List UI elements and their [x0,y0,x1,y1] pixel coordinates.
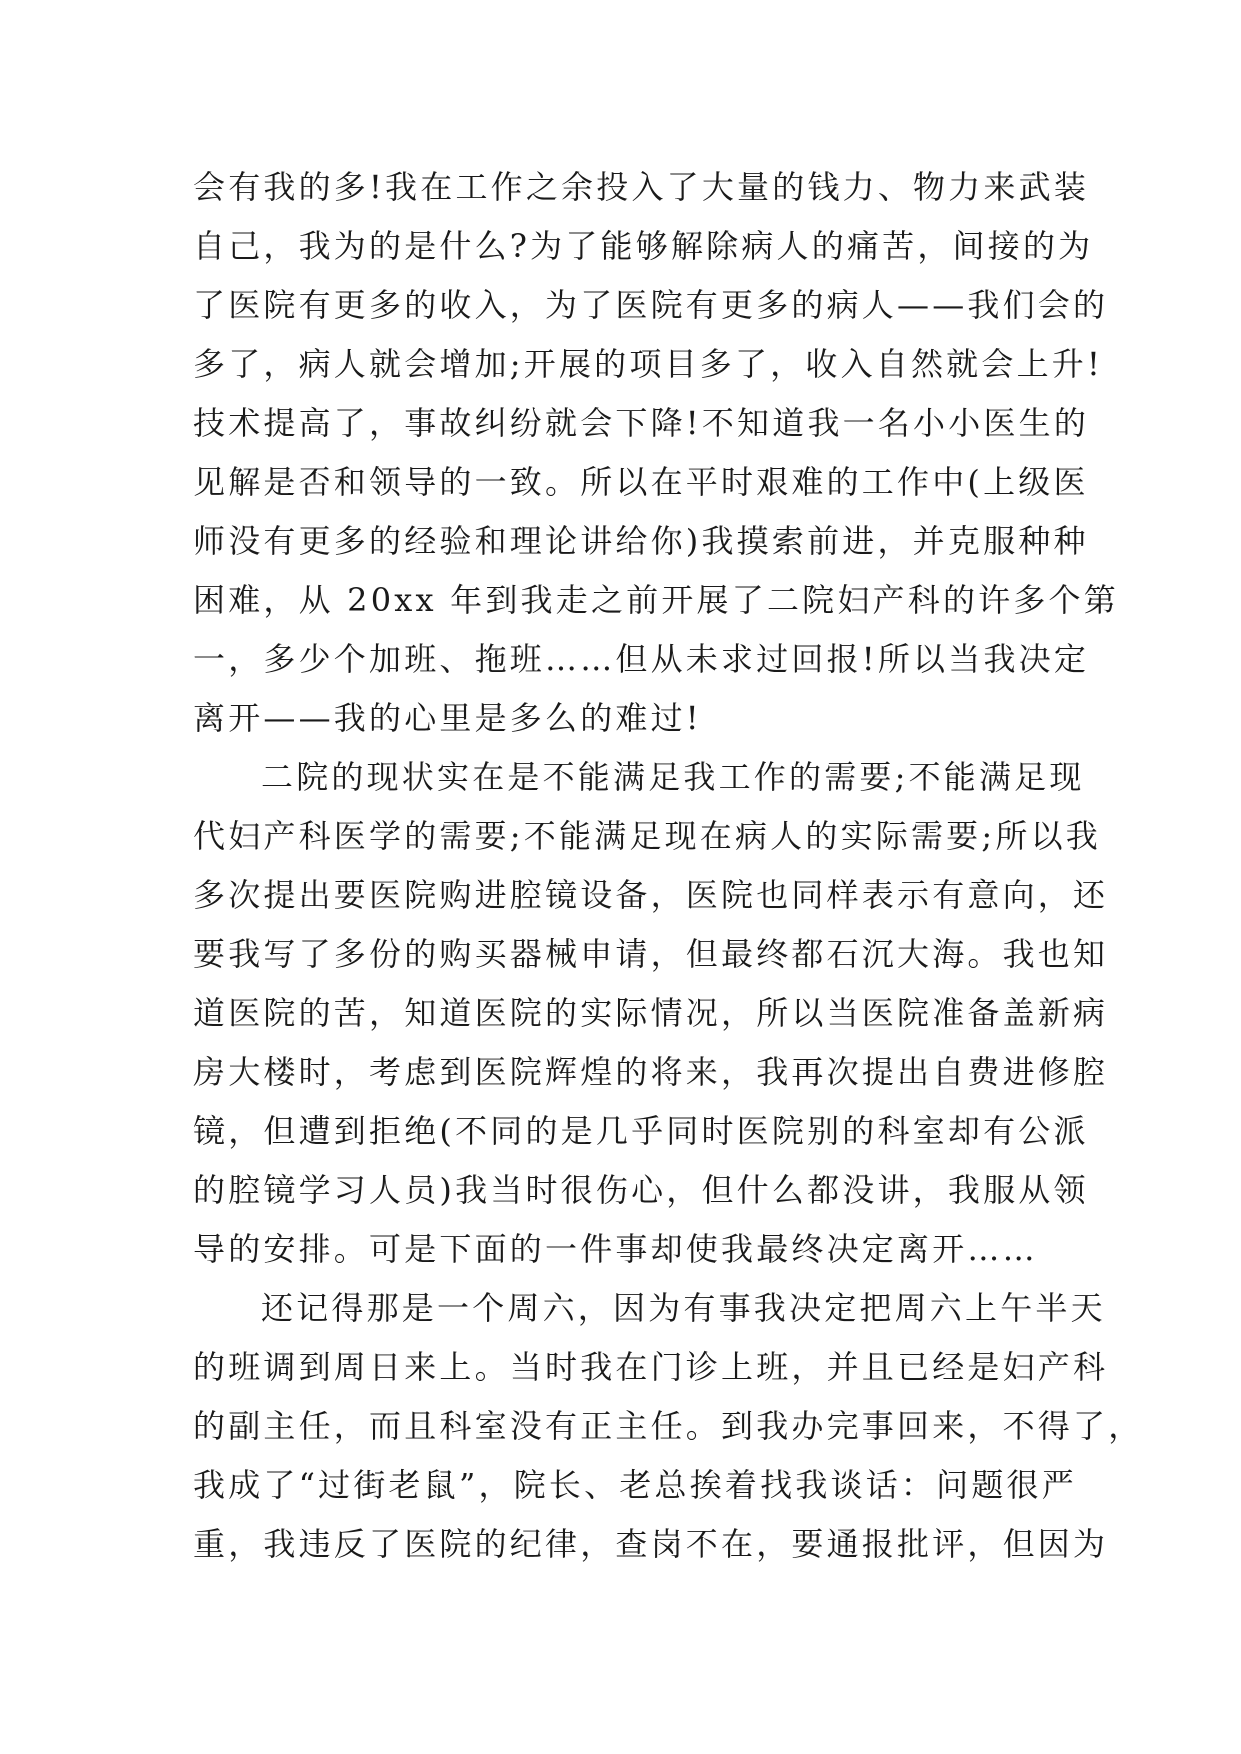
text-line: 的班调到周日来上。当时我在门诊上班，并且已经是妇产科 [193,1348,1109,1386]
text-line: 自己，我为的是什么?为了能够解除病人的痛苦，间接的为 [193,227,1094,265]
text-line: 重，我违反了医院的纪律，查岗不在，要通报批评，但因为 [193,1525,1109,1563]
text-line: 的副主任，而且科室没有正主任。到我办完事回来，不得了， [193,1407,1144,1445]
text-line: 会有我的多!我在工作之余投入了大量的钱力、物力来武装 [193,168,1090,206]
text-line: 要我写了多份的购买器械申请，但最终都石沉大海。我也知 [193,935,1109,973]
paragraph-3 [193,1279,1144,1574]
text-line: 多次提出要医院购进腔镜设备，医院也同样表示有意向，还 [193,876,1109,914]
text-line: 代妇产科医学的需要;不能满足现在病人的实际需要;所以我 [193,817,1101,855]
text-line: 见解是否和领导的一致。所以在平时艰难的工作中(上级医 [193,463,1089,501]
text-line: 师没有更多的经验和理论讲给你)我摸索前进，并克服种种 [193,522,1089,560]
text-line: 还记得那是一个周六，因为有事我决定把周六上午半天 [261,1289,1106,1327]
body-text [193,158,1144,1574]
text-line: 二院的现状实在是不能满足我工作的需要;不能满足现 [261,758,1085,796]
text-line: 我成了“过街老鼠”，院长、老总挨着找我谈话：问题很严 [193,1466,1077,1504]
text-line: 离开——我的心里是多么的难过! [193,699,702,737]
text-line: 镜，但遭到拒绝(不同的是几乎同时医院别的科室却有公派 [193,1112,1089,1150]
text-line: 导的安排。可是下面的一件事却使我最终决定离开…… [193,1230,1038,1268]
text-line: 多了，病人就会增加;开展的项目多了，收入自然就会上升! [193,345,1104,383]
text-line: 技术提高了，事故纠纷就会下降!不知道我一名小小医生的 [193,404,1090,442]
text-line: 困难，从 20xx 年到我走之前开展了二院妇产科的许多个第 [193,581,1119,619]
text-line: 道医院的苦，知道医院的实际情况，所以当医院准备盖新病 [193,994,1109,1032]
paragraph-1 [193,158,1119,748]
paragraph-2 [193,748,1109,1279]
text-line: 了医院有更多的收入，为了医院有更多的病人——我们会的 [193,286,1109,324]
text-line: 一，多少个加班、拖班……但从未求过回报!所以当我决定 [193,640,1090,678]
text-line: 房大楼时，考虑到医院辉煌的将来，我再次提出自费进修腔 [193,1053,1109,1091]
text-line: 的腔镜学习人员)我当时很伤心，但什么都没讲，我服从领 [193,1171,1089,1209]
